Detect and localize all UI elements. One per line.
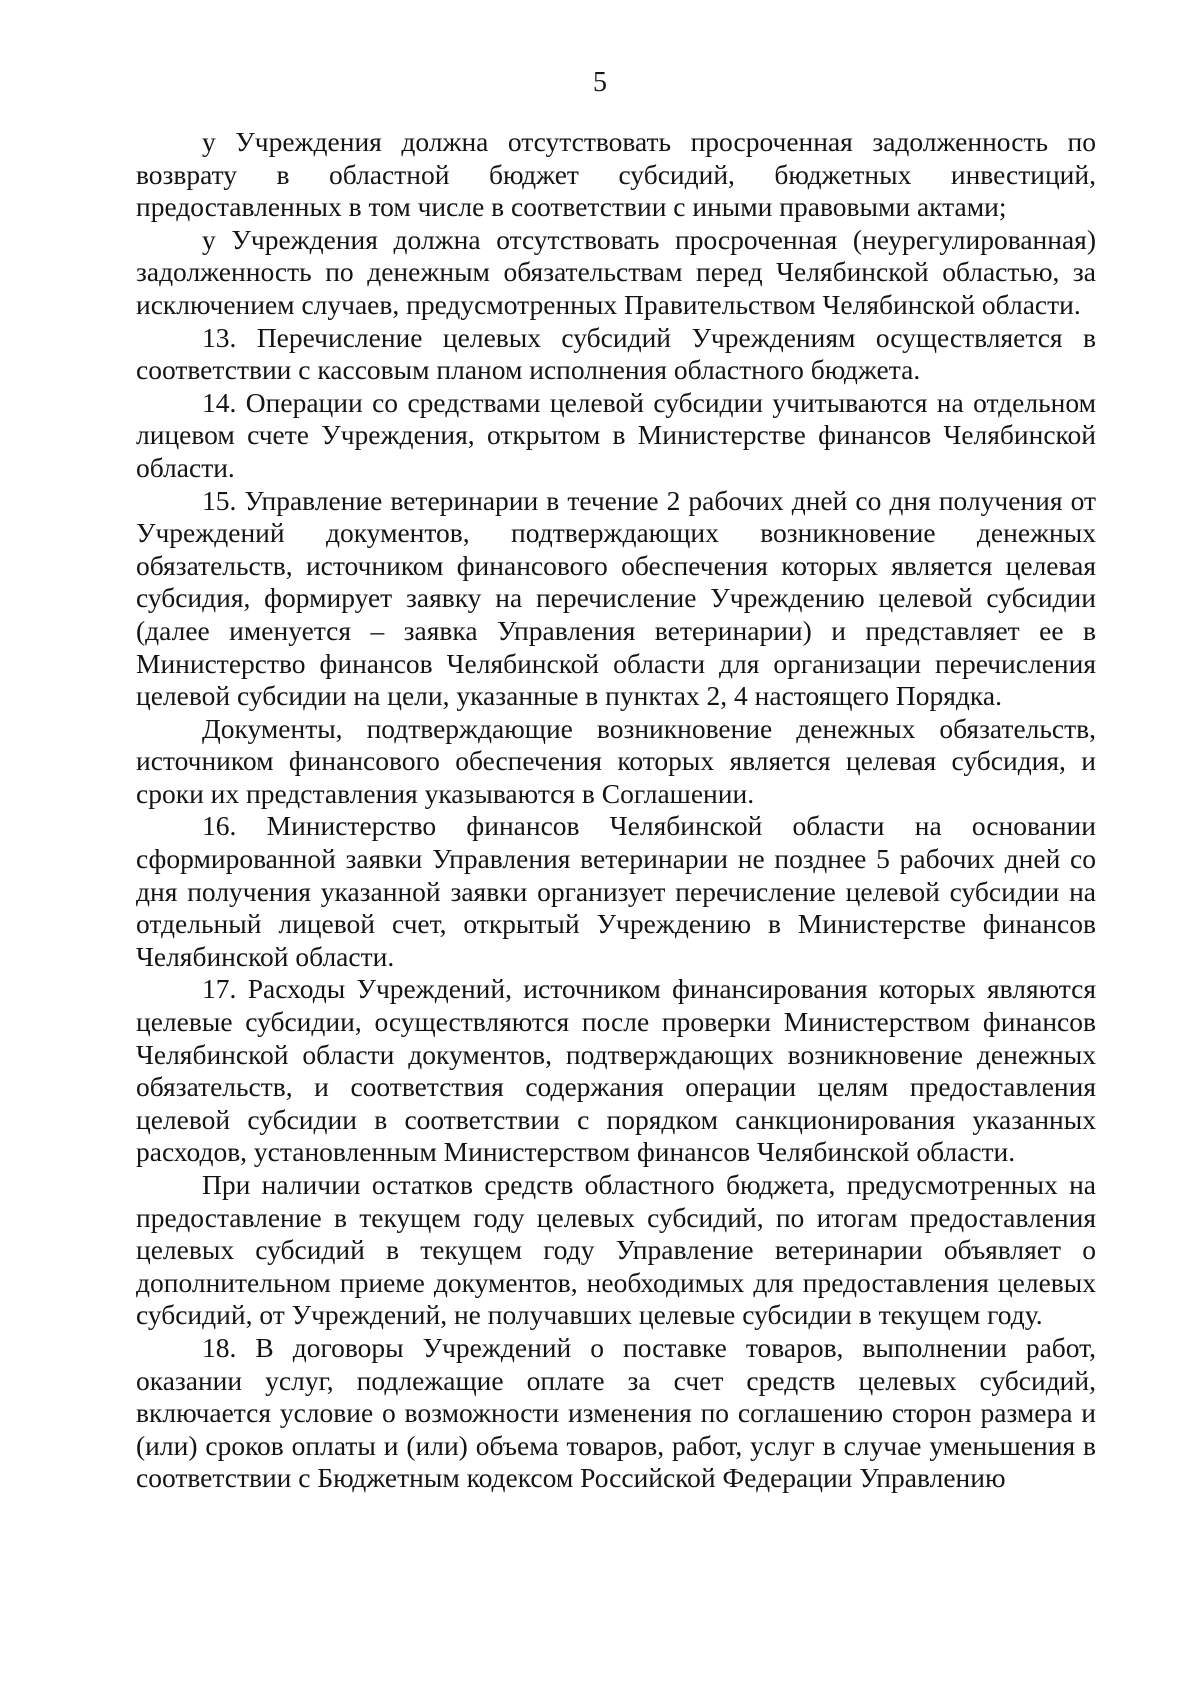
paragraph-item-17: 17. Расходы Учреждений, источником финансирования которых являются целевые субсидии, осуществляются после проверки Министерством финансов Челябинской области документов, подтверждающих возникновение денежных обязательств, и соответствия содержания операции целям предоставления целевой субсидии в соответствии с порядком санкционирования указанных расходов, установленным Министерством финансов Челябинской области. — [136, 973, 1096, 1168]
document-body — [136, 126, 1096, 1495]
paragraph-item-15: 15. Управление ветеринарии в течение 2 рабочих дней со дня получения от Учреждений документов, подтверждающих возникновение денежных обязательств, источником финансового обеспечения которых является целевая субсидия, формирует заявку на перечисление Учреждению целевой субсидии (далее именуется – заявка Управления ветеринарии) и представляет ее в Министерство финансов Челябинской области для организации перечисления целевой субсидии на цели, указанные в пунктах 2, 4 настоящего Порядка. — [136, 484, 1096, 712]
paragraph-item-13: 13. Перечисление целевых субсидий Учреждениям осуществляется в соответствии с кассовым планом исполнения областного бюджета. — [136, 321, 1096, 386]
paragraph-item-16: 16. Министерство финансов Челябинской области на основании сформированной заявки Управления ветеринарии не позднее 5 рабочих дней со дня получения указанной заявки организует перечисление целевой субсидии на отдельный лицевой счет, открытый Учреждению в Министерстве финансов Челябинской области. — [136, 810, 1096, 972]
paragraph-documents: Документы, подтверждающие возникновение денежных обязательств, источником финансового обеспечения которых является целевая субсидия, и сроки их представления указываются в Соглашении. — [136, 712, 1096, 809]
paragraph-debt-repayment: у Учреждения должна отсутствовать просроченная задолженность по возврату в областной бюджет субсидий, бюджетных инвестиций, предоставленных в том числе в соответствии с иными правовыми актами; — [136, 126, 1096, 223]
paragraph-unsettled-debt: у Учреждения должна отсутствовать просроченная (неурегулированная) задолженность по денежным обязательствам перед Челябинской областью, за исключением случаев, предусмотренных Правительством Челябинской области. — [136, 223, 1096, 320]
paragraph-item-18: 18. В договоры Учреждений о поставке товаров, выполнении работ, оказании услуг, подлежащие оплате за счет средств целевых субсидий, включается условие о возможности изменения по соглашению сторон размера и (или) сроков оплаты и (или) объема товаров, работ, услуг в случае уменьшения в соответствии с Бюджетным кодексом Российской Федерации Управлению — [136, 1331, 1096, 1494]
page-number: 5 — [593, 67, 607, 98]
paragraph-item-14: 14. Операции со средствами целевой субсидии учитываются на отдельном лицевом счете Учреждения, открытом в Министерстве финансов Челябинской области. — [136, 386, 1096, 483]
paragraph-remaining-funds: При наличии остатков средств областного бюджета, предусмотренных на предоставление в текущем году целевых субсидий, по итогам предоставления целевых субсидий в текущем году Управление ветеринарии объявляет о дополнительном приеме документов, необходимых для предоставления целевых субсидий, от Учреждений, не получавших целевые субсидии в текущем году. — [136, 1169, 1096, 1331]
